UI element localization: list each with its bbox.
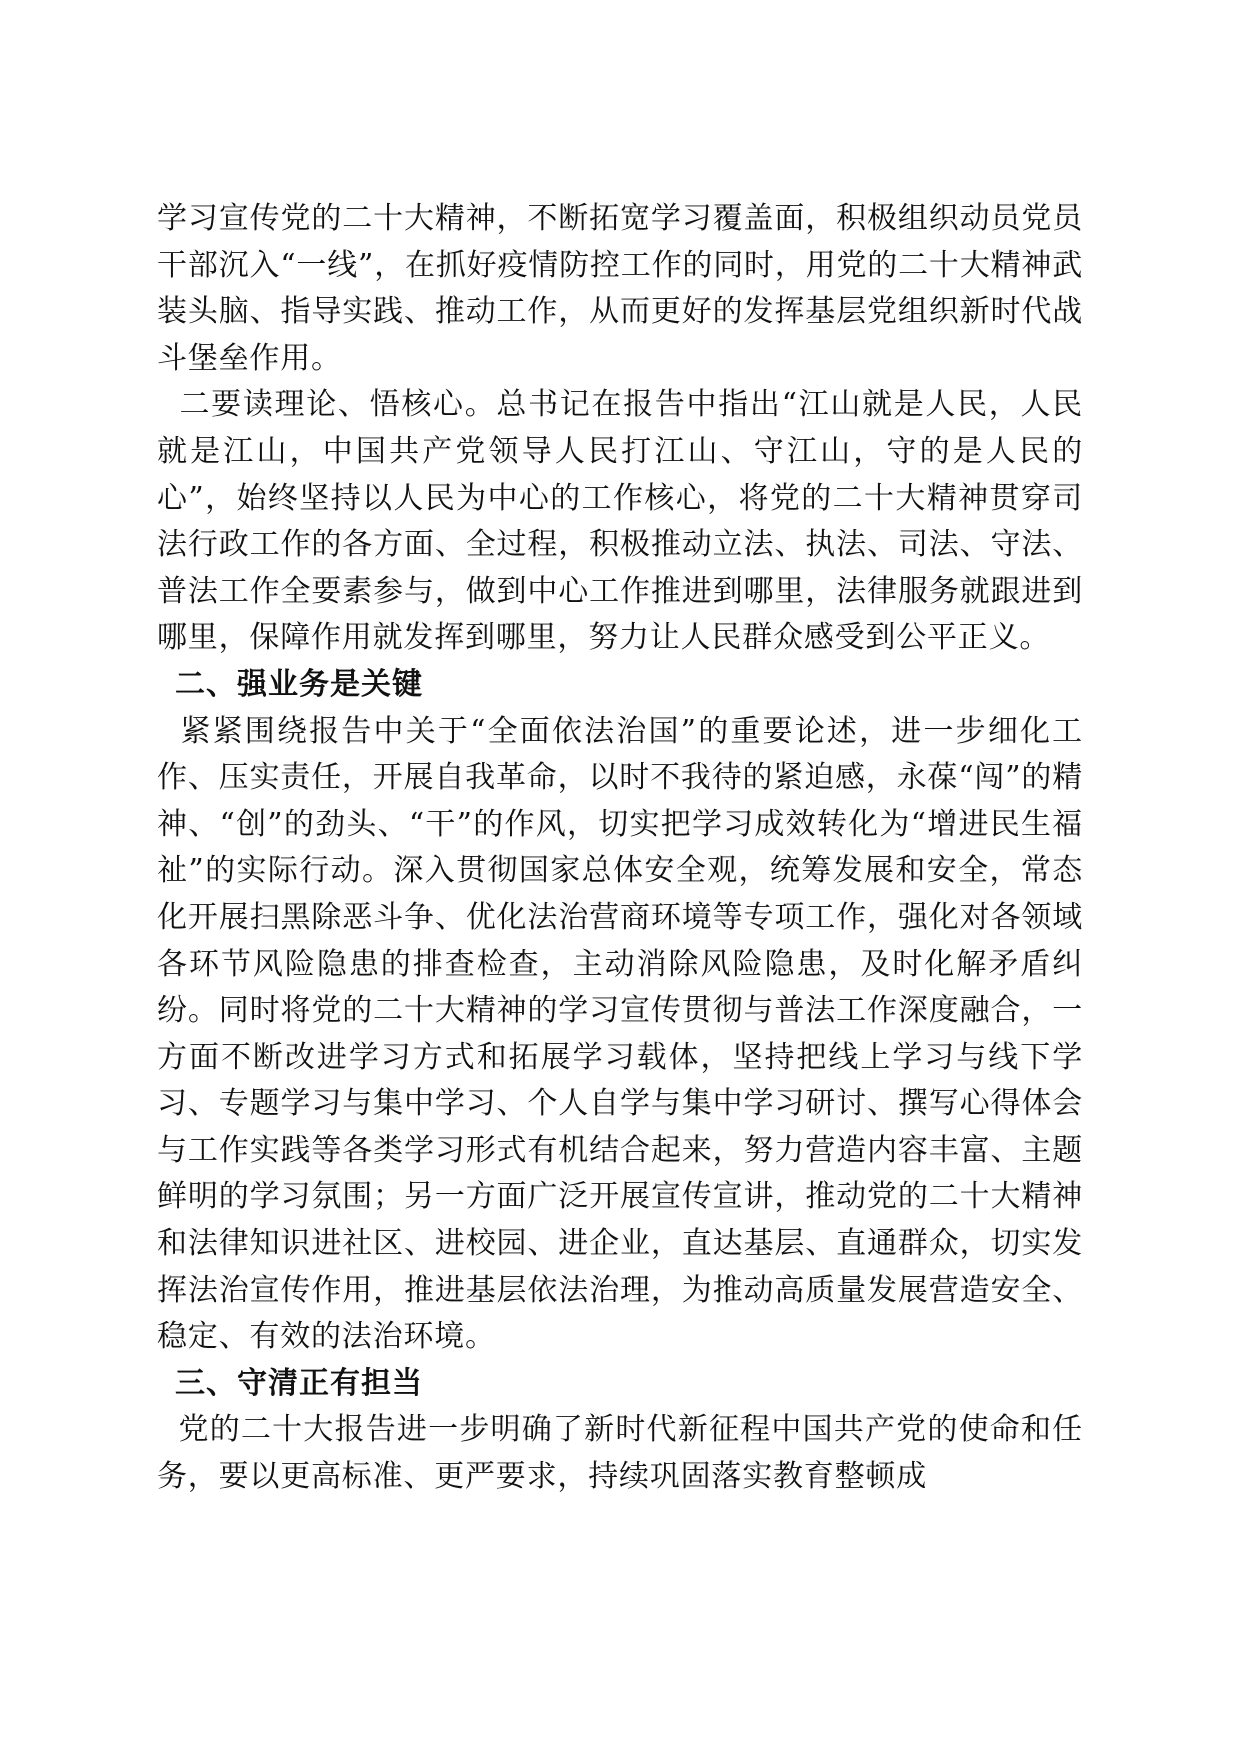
section-heading-business: 二、强业务是关键 [175, 666, 423, 702]
paragraph-read-theory: 二要读理论、悟核心。总书记在报告中指出“江山就是人民，人民就是江山，中国共产党领导人民打江山、守江山，守的是人民的心”，始终坚持以人民为中心的工作核心，将党的二十大精神贯穿司法行政工作的各方面、全过程，积极推动立法、执法、司法、守法、普法工作全要素参与，做到中心工作推进到哪里，法律服务就跟进到哪里，保障作用就发挥到哪里，努力让人民群众感受到公平正义。 [157, 387, 1083, 656]
paragraph-business: 紧紧围绕报告中关于“全面依法治国”的重要论述，进一步细化工作、压实责任，开展自我革命，以时不我待的紧迫感，永葆“闯”的精神、“创”的劲头、“干”的作风，切实把学习成效转化为“增进民生福祉”的实际行动。深入贯彻国家总体安全观，统筹发展和安全，常态化开展扫黑除恶斗争、优化法治营商环境等专项工作，强化对各领域各环节风险隐患的排查检查，主动消除风险隐患，及时化解矛盾纠纷。同时将党的二十大精神的学习宣传贯彻与普法工作深度融合，一方面不断改进学习方式和拓展学习载体，坚持把线上学习与线下学习、专题学习与集中学习、个人自学与集中学习研讨、撰写心得体会与工作实践等各类学习形式有机结合起来，努力营造内容丰富、主题鲜明的学习氛围；另一方面广泛开展宣传宣讲，推动党的二十大精神和法律知识进社区、进校园、进企业，直达基层、直通群众，切实发挥法治宣传作用，推进基层依法治理，为推动高质量发展营造安全、稳定、有效的法治环境。 [157, 713, 1083, 1355]
paragraph-integrity: 党的二十大报告进一步明确了新时代新征程中国共产党的使命和任务，要以更高标准、更严要求，持续巩固落实教育整顿成 [157, 1412, 1083, 1495]
section-heading-integrity: 三、守清正有担当 [175, 1365, 423, 1401]
paragraph-intro-continued: 学习宣传党的二十大精神，不断拓宽学习覆盖面，积极组织动员党员干部沉入“一线”，在抓好疫情防控工作的同时，用党的二十大精神武装头脑、指导实践、推动工作，从而更好的发挥基层党组织新时代战斗堡垒作用。 [157, 201, 1083, 376]
document-body [157, 196, 1083, 1501]
